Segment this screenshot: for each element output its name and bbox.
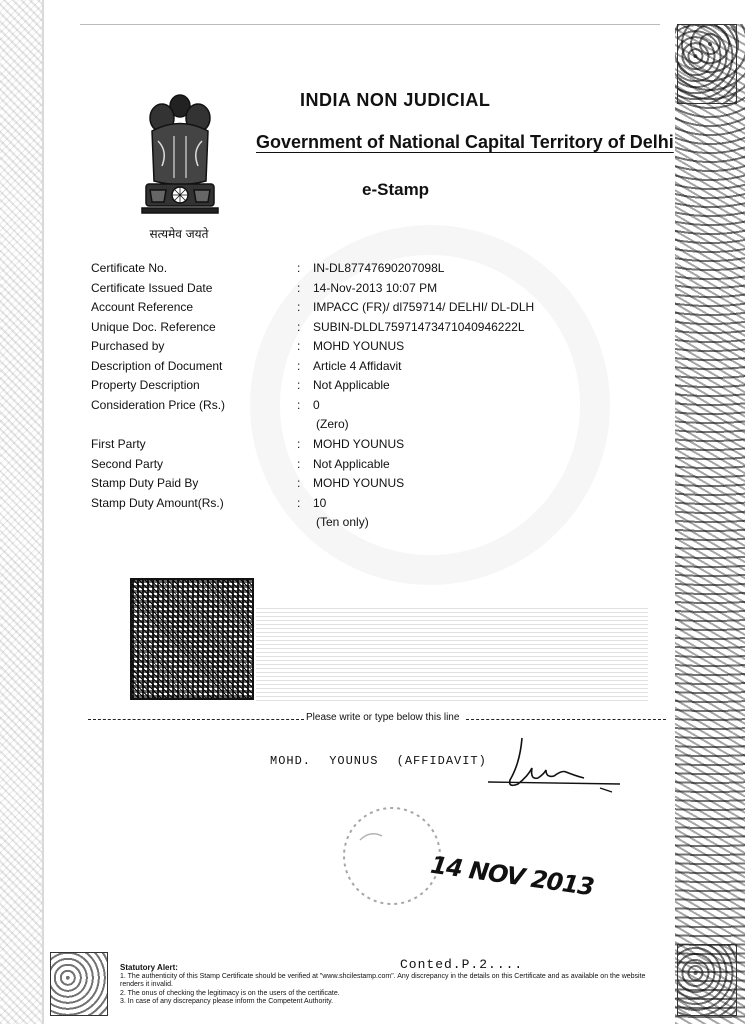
field-value: SUBIN-DLDL75971473471040946222L: [313, 319, 525, 334]
field-row-consideration-words: [91, 417, 591, 437]
field-label: First Party: [91, 437, 146, 451]
field-row-stamp-duty-words: [91, 515, 591, 535]
field-value: 14-Nov-2013 10:07 PM: [313, 280, 438, 295]
field-label: Purchased by: [91, 339, 165, 353]
dashed-line-left: [88, 719, 304, 720]
qr-code-icon: [130, 578, 254, 700]
field-value: 0: [313, 397, 320, 412]
field-colon: :: [297, 437, 301, 451]
field-colon: :: [297, 378, 301, 392]
field-label: Stamp Duty Amount(Rs.): [91, 495, 224, 510]
national-emblem-icon: [138, 86, 222, 226]
field-row-account-reference: [91, 300, 591, 320]
signature-icon: [480, 718, 630, 808]
field-label: Second Party: [91, 456, 164, 471]
field-label: Description of Document: [91, 358, 223, 373]
field-label: Certificate No.: [91, 261, 168, 275]
field-value: IMPACC (FR)/ dl759714/ DELHI/ DL-DLH: [313, 300, 535, 314]
field-colon: :: [297, 261, 301, 275]
right-decorative-border: [675, 24, 745, 1024]
write-below-instruction: Please write or type below this line: [306, 712, 460, 723]
top-right-corner-ornament: [677, 24, 737, 104]
field-row-certificate-no: [91, 261, 591, 281]
field-value: (Zero): [316, 417, 349, 431]
field-colon: :: [297, 456, 301, 471]
field-row-issued-date: [91, 281, 591, 301]
field-colon: :: [297, 397, 301, 412]
statutory-alert-heading: Statutory Alert:: [120, 963, 178, 972]
document-subtitle: e-Stamp: [362, 180, 430, 199]
document-title: INDIA NON JUDICIAL: [300, 90, 491, 110]
field-label: Unique Doc. Reference: [91, 319, 216, 334]
certificate-details: [91, 261, 591, 535]
field-colon: :: [297, 319, 301, 334]
field-value: MOHD YOUNUS: [313, 437, 405, 451]
field-value: IN-DL87747690207098L: [313, 261, 445, 275]
field-value: MOHD YOUNUS: [313, 476, 405, 490]
statutory-alert-item: 3. In case of any discrepancy please inform the Competent Authority.: [120, 998, 334, 1005]
field-colon: :: [297, 476, 301, 490]
field-value: Not Applicable: [313, 456, 390, 471]
left-decorative-border: [0, 0, 42, 1024]
field-colon: :: [297, 339, 301, 353]
field-label: Certificate Issued Date: [91, 280, 213, 295]
bottom-right-corner-ornament: [677, 944, 737, 1016]
field-row-second-party: [91, 457, 591, 477]
date-stamp: 14 NOV 2013: [428, 850, 596, 902]
government-name: Government of National Capital Territory of Delhi: [256, 132, 674, 152]
statutory-alert-item: 1. The authenticity of this Stamp Certificate should be verified at "www.shcilestamp.com". Any discrepancy in the details on this Certificate and as available on the website renders it invalid.: [120, 972, 646, 988]
field-colon: :: [297, 300, 301, 314]
security-microtext: [256, 606, 648, 701]
field-row-stamp-duty-paid-by: [91, 476, 591, 496]
field-row-unique-doc-reference: [91, 320, 591, 340]
bottom-left-corner-ornament: [50, 952, 108, 1016]
field-value: 10: [313, 495, 327, 510]
field-colon: :: [297, 495, 301, 510]
field-row-purchased-by: [91, 339, 591, 359]
top-rule: [80, 24, 660, 25]
field-row-stamp-duty-amount: [91, 496, 591, 516]
left-border-rule: [42, 0, 44, 1024]
field-colon: :: [297, 280, 301, 295]
field-colon: :: [297, 358, 301, 373]
field-value: Article 4 Affidavit: [313, 358, 402, 373]
field-value: (Ten only): [316, 515, 369, 529]
field-row-first-party: [91, 437, 591, 457]
statutory-alert: [120, 964, 650, 1007]
field-row-consideration-price: [91, 398, 591, 418]
emblem-motto: सत्यमेव जयते: [149, 227, 209, 241]
continued-note: Conted.P.2....: [400, 957, 524, 972]
field-value: MOHD YOUNUS: [313, 339, 405, 353]
field-label: Account Reference: [91, 300, 194, 314]
field-label: Property Description: [91, 378, 200, 392]
field-label: Stamp Duty Paid By: [91, 476, 199, 490]
field-row-description-of-document: [91, 359, 591, 379]
field-row-property-description: [91, 378, 591, 398]
statutory-alert-item: 2. The onus of checking the legitimacy is on the users of the certificate.: [120, 989, 340, 997]
field-label: Consideration Price (Rs.): [91, 397, 226, 412]
field-value: Not Applicable: [313, 378, 390, 392]
typed-affidavit-line: MOHD. YOUNUS (AFFIDAVIT): [270, 754, 487, 768]
